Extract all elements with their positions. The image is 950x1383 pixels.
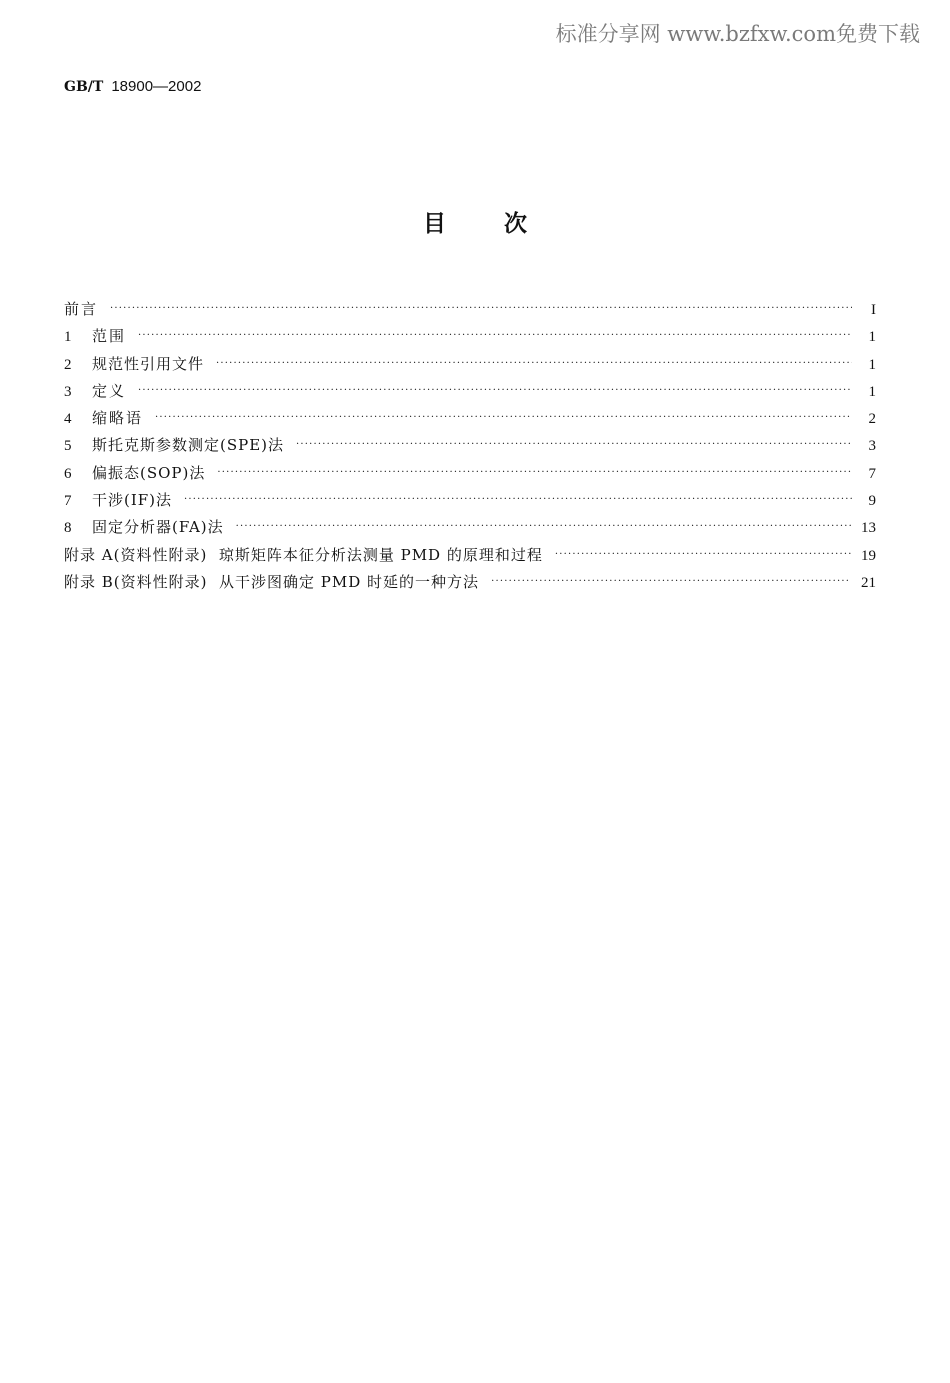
toc-entry-number: 3 [64, 383, 72, 400]
toc-entry-page: 1 [868, 356, 876, 373]
toc-entry-label: 附录 B(资料性附录) 从干涉图确定 PMD 时延的一种方法 [64, 572, 480, 591]
dot-leader [110, 295, 852, 322]
toc-entry-page: 1 [868, 329, 876, 346]
toc-entry-preface[interactable] [64, 296, 876, 323]
toc-entry-page: 9 [868, 493, 876, 510]
toc-entry-3[interactable] [64, 378, 876, 405]
toc-entry-7[interactable] [64, 487, 876, 514]
toc-entry-page: 7 [868, 465, 876, 482]
toc-entry-label: 斯托克斯参数测定(SPE)法 [92, 436, 285, 455]
dot-leader [236, 513, 851, 540]
dot-leader [155, 404, 852, 431]
toc-entry-label: 固定分析器(FA)法 [92, 518, 224, 537]
standard-prefix: GB/T [64, 79, 104, 95]
toc-entry-label: 缩略语 [92, 409, 144, 428]
dot-leader [296, 431, 852, 458]
toc-entry-label: 范围 [92, 327, 127, 346]
toc-entry-6[interactable] [64, 460, 876, 487]
standard-number [64, 78, 201, 95]
toc-entry-8[interactable] [64, 514, 876, 541]
dot-leader [138, 377, 852, 404]
toc-entry-label: 干涉(IF)法 [92, 491, 173, 510]
toc-entry-1[interactable] [64, 323, 876, 350]
toc-entry-number: 2 [64, 356, 72, 373]
toc-entry-page: 1 [868, 383, 876, 400]
standard-code: 18900—2002 [111, 78, 202, 95]
page-title-char-2: 次 [504, 211, 527, 237]
table-of-contents [64, 296, 876, 596]
toc-entry-page: 3 [868, 438, 876, 455]
toc-entry-label: 附录 A(资料性附录) 琼斯矩阵本征分析法测量 PMD 的原理和过程 [64, 545, 543, 564]
page-title [0, 205, 950, 238]
toc-entry-number: 1 [64, 329, 72, 346]
dot-leader [491, 568, 851, 595]
toc-entry-appendix-a[interactable] [64, 542, 876, 569]
toc-entry-appendix-b[interactable] [64, 569, 876, 596]
toc-entry-page: 19 [861, 547, 876, 564]
toc-entry-label: 定义 [92, 381, 127, 400]
page-title-char-1: 目 [423, 211, 446, 237]
toc-entry-number: 5 [64, 438, 72, 455]
toc-entry-number: 6 [64, 465, 72, 482]
toc-entry-label: 偏振态(SOP)法 [92, 463, 206, 482]
toc-entry-number: 7 [64, 493, 72, 510]
toc-entry-page: 21 [861, 574, 876, 591]
toc-entry-page: 2 [868, 411, 876, 428]
toc-entry-2[interactable] [64, 351, 876, 378]
watermark: 标准分享网 www.bzfxw.com免费下载 [555, 22, 920, 46]
toc-entry-label: 前言 [64, 300, 99, 318]
dot-leader [555, 541, 851, 568]
toc-entry-page: 13 [861, 520, 876, 537]
dot-leader [217, 459, 852, 486]
toc-entry-page: I [871, 302, 876, 318]
dot-leader [216, 350, 852, 377]
toc-entry-4[interactable] [64, 405, 876, 432]
toc-entry-5[interactable] [64, 432, 876, 459]
toc-entry-number: 8 [64, 520, 72, 537]
dot-leader [138, 322, 852, 349]
toc-entry-number: 4 [64, 411, 72, 428]
dot-leader [184, 486, 852, 513]
toc-entry-label: 规范性引用文件 [92, 354, 205, 373]
